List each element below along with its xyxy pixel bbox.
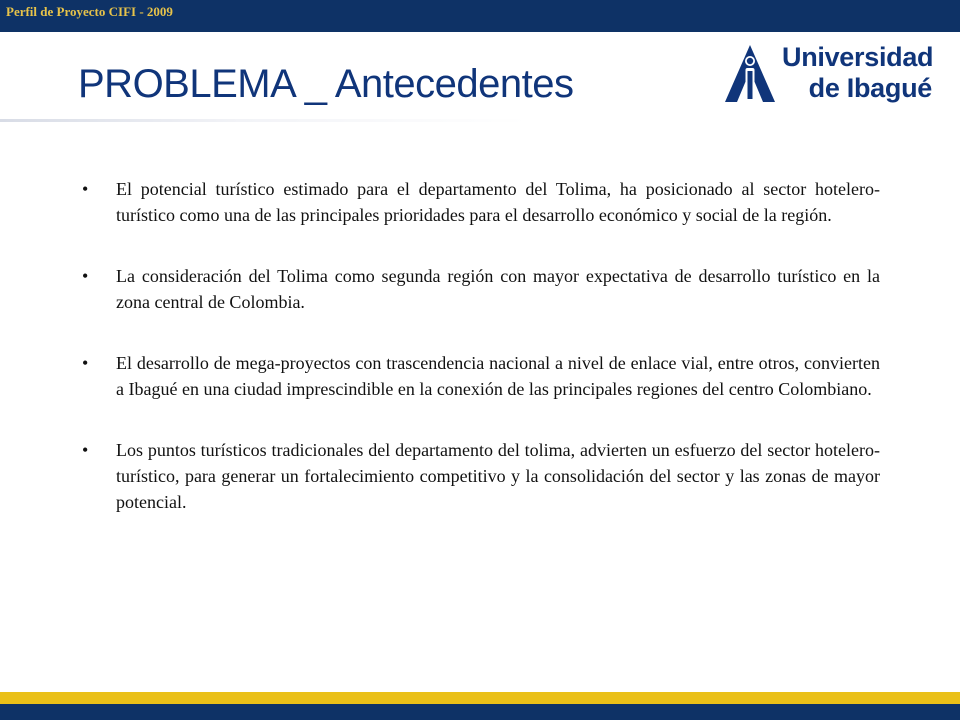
bullet-dot: •	[82, 179, 89, 199]
slide-title: PROBLEMA _ Antecedentes	[78, 62, 574, 106]
bullet-dot: •	[82, 353, 89, 373]
header-bar	[0, 0, 960, 32]
title-divider	[0, 119, 960, 122]
university-mark-icon	[722, 42, 778, 108]
logo-line-1: Universidad	[782, 42, 934, 72]
bullet-item	[80, 437, 880, 515]
bullet-list	[80, 176, 880, 550]
bullet-dot: •	[82, 266, 89, 286]
bullet-text: El potencial turístico estimado para el departamento del Tolima, ha posicionado al sector hotelero-turístico como una de las principales prioridades para el desarrollo económico y social de la región.	[116, 179, 880, 225]
bullet-dot: •	[82, 440, 89, 460]
bullet-text: El desarrollo de mega-proyectos con trascendencia nacional a nivel de enlace vial, entre otros, convierten a Ibagué en una ciudad imprescindible en la conexión de las principales regiones del centro Colombiano.	[116, 353, 880, 399]
project-label: Perfil de Proyecto CIFI - 2009	[6, 4, 173, 19]
logo-line-2: de Ibagué	[808, 73, 932, 103]
bullet-item	[80, 350, 880, 402]
bullet-item	[80, 176, 880, 228]
bullet-text: Los puntos turísticos tradicionales del departamento del tolima, advierten un esfuerzo del sector hotelero-turístico, para generar un fortalecimiento competitivo y la consolidación del sector y las zonas de mayor potencial.	[116, 440, 880, 512]
footer-gold-band	[0, 692, 960, 704]
bullet-item	[80, 263, 880, 315]
university-logo	[722, 42, 932, 108]
bullet-text: La consideración del Tolima como segunda región con mayor expectativa de desarrollo turístico en la zona central de Colombia.	[116, 266, 880, 312]
footer-navy-band	[0, 704, 960, 720]
logo-wordmark	[782, 42, 932, 104]
